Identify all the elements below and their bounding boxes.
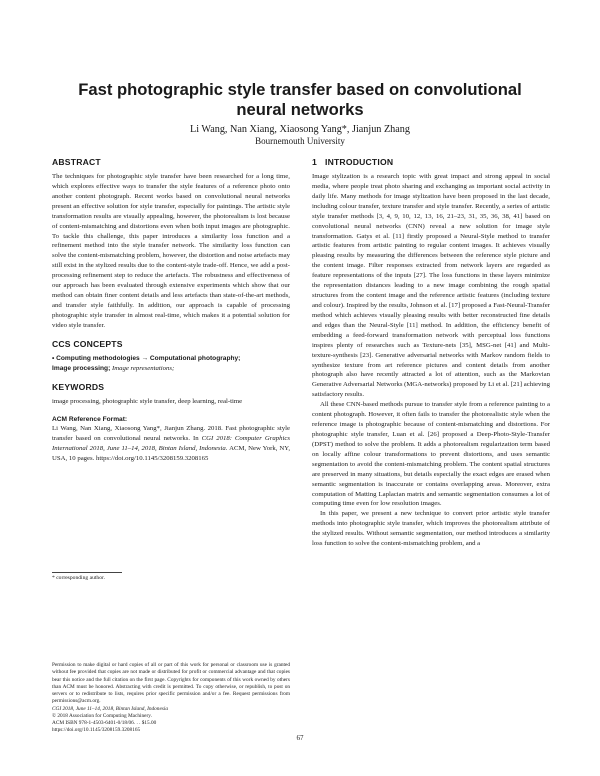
permission-isbn: ACM ISBN 978-1-4503-6401-0/18/06. . . $15.00 bbox=[52, 720, 157, 726]
ccs-heading: CCS CONCEPTS bbox=[52, 338, 123, 349]
footnote-rule bbox=[52, 572, 122, 573]
section-title: INTRODUCTION bbox=[324, 157, 394, 167]
paper-title: Fast photographic style transfer based on convolutional neural networks bbox=[78, 80, 522, 119]
right-column bbox=[312, 157, 550, 549]
ccs-primary: • Computing methodologies → Computational photography; bbox=[52, 354, 241, 362]
abstract-text: The techniques for photographic style transfer have been researched for a long time, which explores effective ways to transfer the style features of a reference photo onto another content photograph. Recent works based on convolutional neural networks present an effective solution for style transfer, especially for paintings. The artistic style transformation results are visually appealing, however, the photorealism is lost because of content-mismatching and distortions even when both input images are photographic. To tackle this challenge, this paper introduces a similarity loss function and a refinement method into the style transfer network. The similarity loss function can solve the content-mismatching problem, however, the distortion and noise artefacts may still exist in the stylized results due to the content-style trade-off. Hence, we add a post-processing refinement step to reduce the artefacts. The robustness and effectiveness of our approach has been evaluated through extensive experiments which show that our method can obtain finer content details and less artefacts than state-of-the-art methods, and transfer style faithfully. In addition, our approach is capable of processing photographic style transfer in almost real-time, which makes it a potential solution for video style transfer. bbox=[52, 173, 290, 329]
permission-text: Permission to make digital or hard copies of all or part of this work for personal or classroom use is granted without fee provided that copies are not made or distributed for profit or commercial advantage and that copies bear this notice and the full citation on the first page. Copyrights for components of this work owned by others than ACM must be honored. Abstracting with credit is permitted. To copy otherwise, or republish, to post on servers or to redistribute to lists, requires prior specific permission and/or a fee. Request permissions from permissions@acm.org. bbox=[52, 662, 290, 705]
author-list: Li Wang, Nan Xiang, Xiaosong Yang*, Jianjun Zhang bbox=[190, 124, 410, 135]
page-number: 67 bbox=[296, 734, 304, 742]
reference-venue: CGI 2018: Computer Graphics International 2018, June 11–14, 2018, Bintan Island, Indonesia. bbox=[52, 435, 291, 453]
permission-doi[interactable]: https://doi.org/10.1145/3208159.3208165 bbox=[52, 727, 141, 734]
reference-citation: Li Wang, Nan Xiang, Xiaosong Yang*, Jianjun Zhang. 2018. Fast photographic style transfer based on convolutional neural networks. In bbox=[52, 425, 290, 443]
reference-doi: ACM, New York, NY, USA, 10 pages. https://doi.org/10.1145/3208159.3208165 bbox=[52, 445, 291, 463]
permission-block bbox=[52, 662, 290, 735]
abstract-heading: ABSTRACT bbox=[52, 157, 101, 167]
ccs-tertiary: Image representations; bbox=[111, 364, 175, 372]
intro-paragraph-1: Image stylization is a research topic with great impact and strong appeal in social media, where people treat photo sharing and exchanging as important social activity in daily life. Many methods for image stylization have been proposed in the last decade, including colour transfer, texture transfer and style transfer. Recently, a series of artistic style transfer methods [3, 4, 9, 10, 12, 13, 16, 21–23, 31, 35, 36, 38, 41] based on convolutional neural networks (CNN) reveal a new solution for image style transformation. Gatys et al. [11] firstly proposed a Neural-Style method to transfer artistic features from artistic painting to regular content images. It achieves visually pleasing results by measuring the differences between the reference style picture and the content image. Filter responses extracted from network layers are regarded as feature representations of the inputs [27]. The loss functions in these layers minimize the representation distances leading to a new image combining the rough spatial structures from the content image and the reference artistic features (including texture and colour). Inspired by the results, Johnson et al. [17] proposed a Fast-Neural-Transfer method which achieves visually pleasing results with better reconstructed fine details and edges than the Neural-Style [11] method. In addition, the efficiency benefit of embedding a feed-forward transformation network with perceptual loss functions inspires plenty of researches such as Texture-nets [35], MSG-net [41] and Multi-texture-synthesis [23]. Generative adversarial networks with Markov random fields to synthesize texture from art reference pictures and content details from another photograph also have recently attracted a lot of attention, such as the Markovian Generative Adversarial Networks (MGA-networks) proposed by Li et al. [21] achieving satisfactory results. bbox=[312, 173, 550, 399]
ccs-concepts bbox=[52, 354, 290, 374]
permission-venue: CGI 2018, June 11–14, 2018, Bintan Island, Indonesia bbox=[52, 705, 168, 712]
intro-paragraph-3: In this paper, we present a new technique to convert prior artistic style transfer methods into photographic style transfer, which improves the photorealism attribute of the stylized results. Without semantic segmentation, our method introduces a similarity loss function to solve the content-mismatching problem, and a bbox=[312, 510, 550, 548]
permission-copyright: © 2018 Association for Computing Machinery. bbox=[52, 712, 152, 719]
section-number: 1 bbox=[312, 157, 317, 167]
left-column bbox=[52, 157, 290, 464]
reference-format-heading: ACM Reference Format: bbox=[52, 415, 128, 423]
reference-format-text bbox=[52, 424, 290, 464]
introduction-heading bbox=[312, 157, 550, 168]
affiliation: Bournemouth University bbox=[255, 136, 345, 146]
intro-paragraph-2: All these CNN-based methods pursue to transfer style from a reference painting to a content photograph. However, it often fails to transfer the photorealistic style when the reference image is photographic because of content-mismatching and distortions. For photographic style transfer, Luan et al. [26] proposed a Deep-Photo-Style-Transfer (DPST) method to solve the problem. It adds a photorealism regularization term based on locally affine colour transformations to prevent distortions, and uses semantic segmentation to avoid the content-mismatching problem. The content spatial structures are preserved in many situations, but details especially the exact edges are erased when semantic segmentation is inaccurate or contains overlapping areas. Moreover, extra computation of Matting Laplacian matrix and semantic segmentation consumes a lot of computing time even for low resolution images. bbox=[312, 401, 550, 508]
keywords-text: image processing, photographic style transfer, deep learning, real-time bbox=[52, 397, 243, 405]
keywords-heading: KEYWORDS bbox=[52, 381, 105, 392]
ccs-secondary: Image processing; bbox=[52, 364, 111, 372]
footnote: * corresponding author. bbox=[52, 575, 105, 581]
